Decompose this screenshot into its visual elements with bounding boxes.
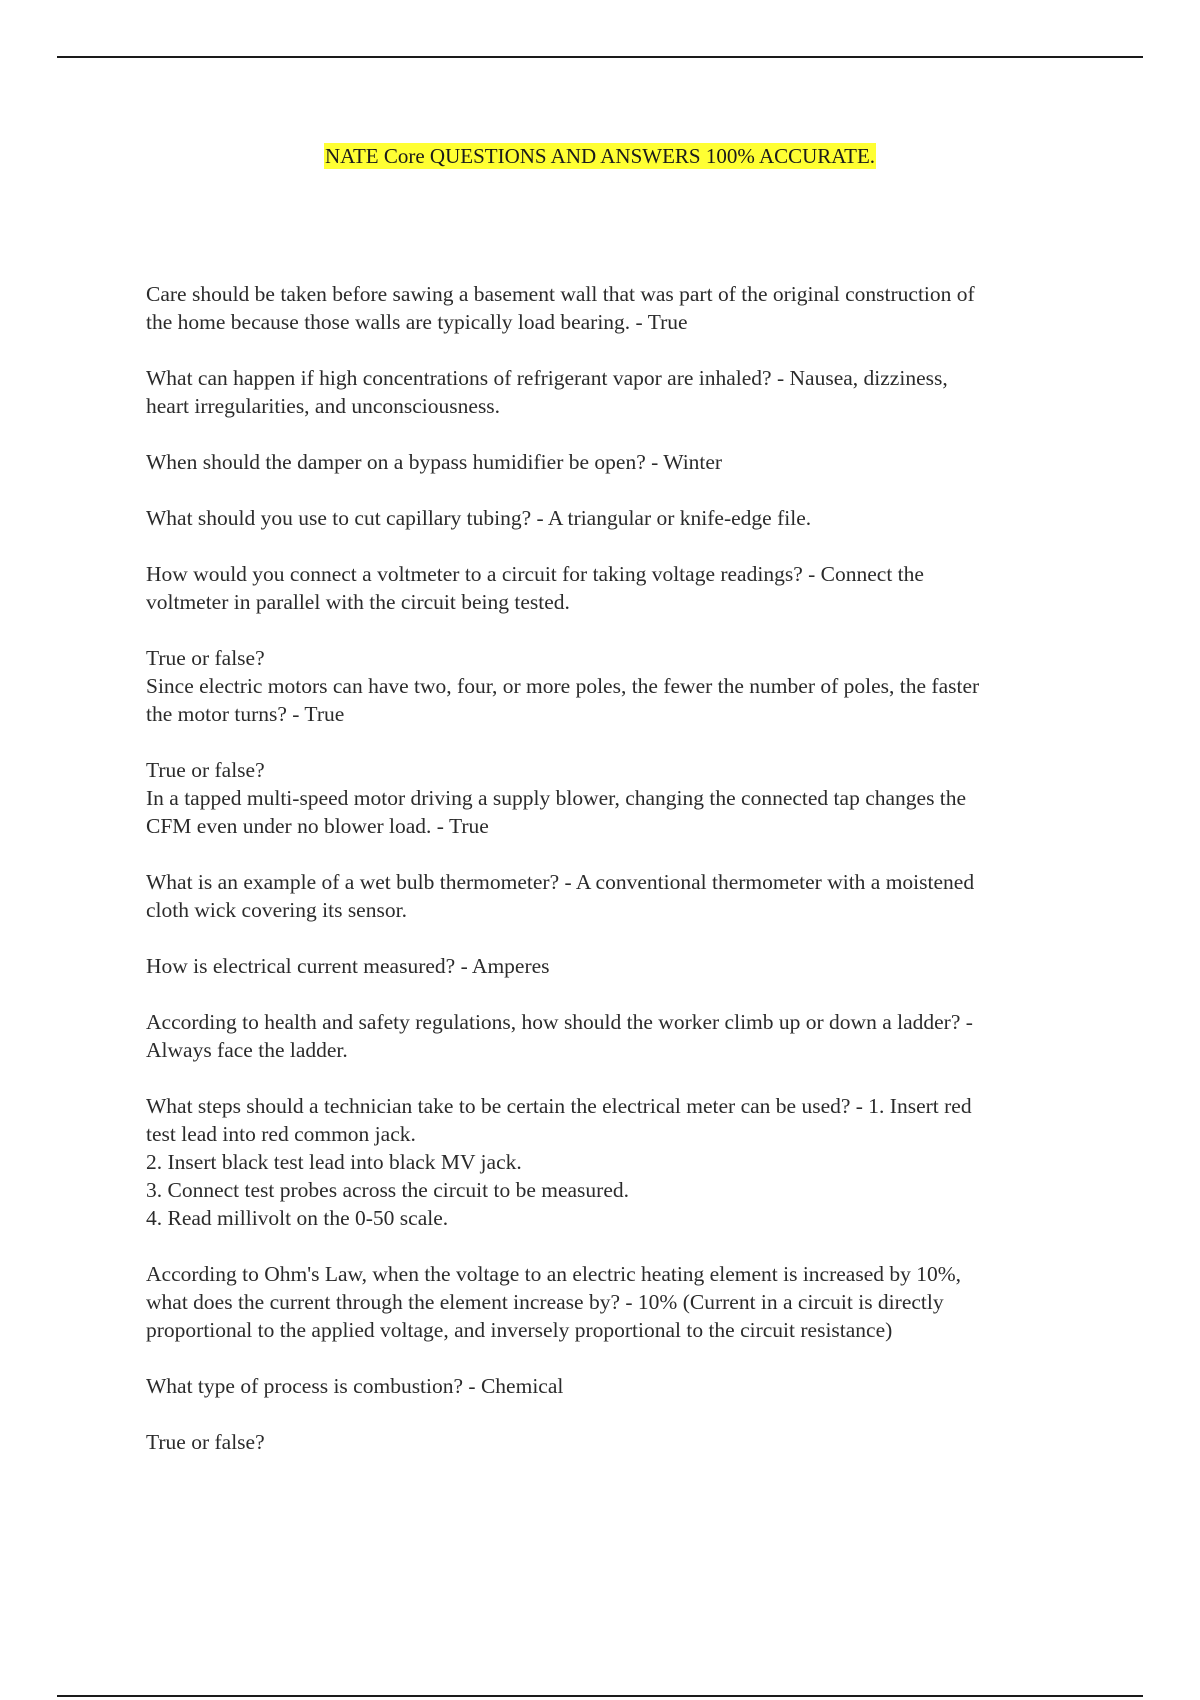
qa-line: what does the current through the element increase by? - 10% (Current in a circuit is directly [146,1290,944,1314]
qa-line: True or false? [146,758,265,782]
qa-entry [146,1372,1086,1400]
top-rule [57,56,1143,58]
qa-line: 2. Insert black test lead into black MV jack. [146,1150,522,1174]
qa-entry [146,364,1086,420]
qa-entry [146,1260,1086,1344]
qa-line: True or false? [146,1430,265,1454]
qa-entry [146,560,1086,616]
qa-line: proportional to the applied voltage, and inversely proportional to the circuit resistance) [146,1318,893,1342]
qa-line: What can happen if high concentrations of refrigerant vapor are inhaled? - Nausea, dizziness, [146,366,948,390]
qa-line: What is an example of a wet bulb thermometer? - A conventional thermometer with a moistened [146,870,975,894]
qa-line: voltmeter in parallel with the circuit being tested. [146,590,570,614]
qa-entry [146,1092,1086,1232]
qa-entry [146,280,1086,336]
qa-line: 4. Read millivolt on the 0-50 scale. [146,1206,449,1230]
qa-line: When should the damper on a bypass humidifier be open? - Winter [146,450,723,474]
qa-line: True or false? [146,646,265,670]
qa-entry [146,756,1086,840]
qa-line: In a tapped multi-speed motor driving a supply blower, changing the connected tap changes the [146,786,967,810]
qa-line: test lead into red common jack. [146,1122,416,1146]
title-container [0,143,1200,169]
qa-line: How is electrical current measured? - Amperes [146,954,550,978]
qa-list [146,280,1086,1484]
document-title: NATE Core QUESTIONS AND ANSWERS 100% ACCURATE. [324,144,876,168]
qa-entry [146,1428,1086,1456]
qa-line: According to Ohm's Law, when the voltage to an electric heating element is increased by 10%, [146,1262,962,1286]
qa-entry [146,644,1086,728]
qa-entry [146,1008,1086,1064]
qa-line: What steps should a technician take to be certain the electrical meter can be used? - 1. Insert red [146,1094,972,1118]
qa-line: What should you use to cut capillary tubing? - A triangular or knife-edge file. [146,506,812,530]
qa-entry [146,868,1086,924]
qa-line: According to health and safety regulations, how should the worker climb up or down a ladder? - [146,1010,973,1034]
qa-line: the home because those walls are typically load bearing. - True [146,310,688,334]
qa-line: Since electric motors can have two, four, or more poles, the fewer the number of poles, the faster [146,674,980,698]
qa-line: Always face the ladder. [146,1038,348,1062]
bottom-rule [57,1695,1143,1697]
qa-entry [146,504,1086,532]
qa-line: How would you connect a voltmeter to a circuit for taking voltage readings? - Connect the [146,562,924,586]
qa-line: CFM even under no blower load. - True [146,814,489,838]
qa-line: Care should be taken before sawing a basement wall that was part of the original construction of [146,282,975,306]
qa-entry [146,952,1086,980]
qa-line: heart irregularities, and unconsciousness. [146,394,501,418]
qa-line: 3. Connect test probes across the circuit to be measured. [146,1178,630,1202]
qa-entry [146,448,1086,476]
qa-line: What type of process is combustion? - Chemical [146,1374,564,1398]
qa-line: cloth wick covering its sensor. [146,898,407,922]
qa-line: the motor turns? - True [146,702,345,726]
